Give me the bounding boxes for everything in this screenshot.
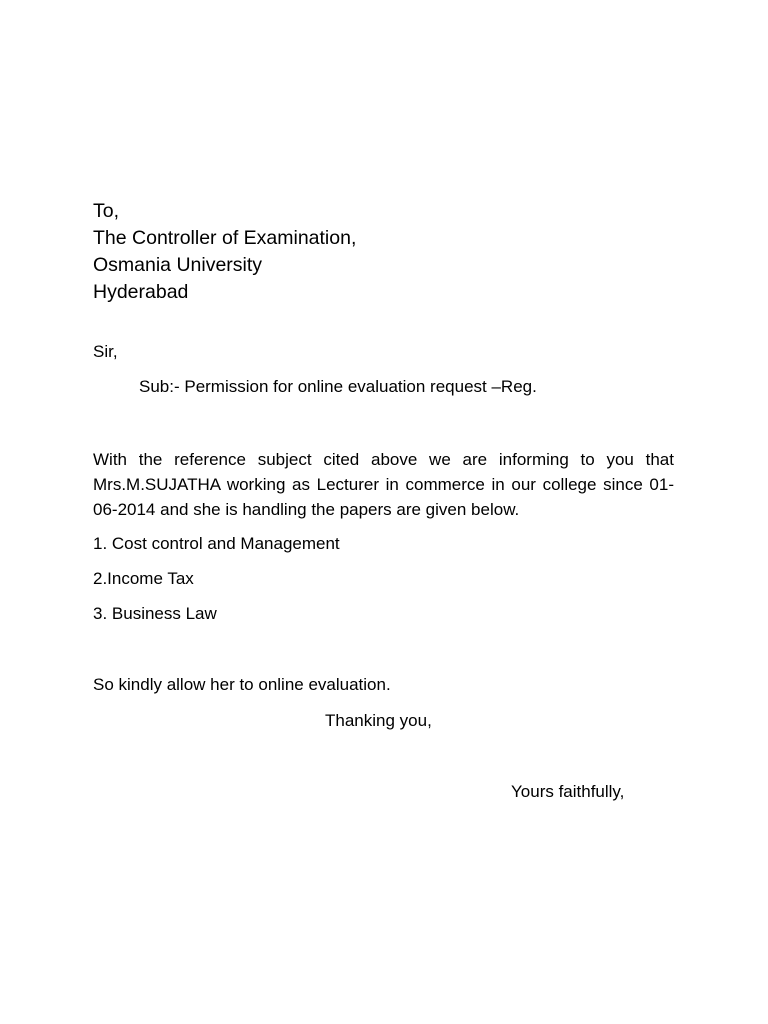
paper-item-1: 1. Cost control and Management <box>93 534 340 553</box>
greeting: Sir, <box>93 342 118 361</box>
recipient-title: The Controller of Examination, <box>93 227 357 249</box>
subject-line: Sub:- Permission for online evaluation request –Reg. <box>139 377 537 396</box>
body-paragraph: With the reference subject cited above we are informing to you that Mrs.M.SUJATHA working as Lecturer in commerce in our college since 01-06-2014 and she is handling the papers are given below. <box>93 450 674 519</box>
paper-item-3: 3. Business Law <box>93 604 217 623</box>
recipient-city: Hyderabad <box>93 281 189 303</box>
closing-line: Yours faithfully, <box>511 782 625 801</box>
recipient-institution: Osmania University <box>93 254 263 276</box>
request-line: So kindly allow her to online evaluation. <box>93 675 391 694</box>
to-line: To, <box>93 200 120 222</box>
paper-item-2: 2.Income Tax <box>93 569 194 588</box>
thanking-line: Thanking you, <box>325 711 432 730</box>
